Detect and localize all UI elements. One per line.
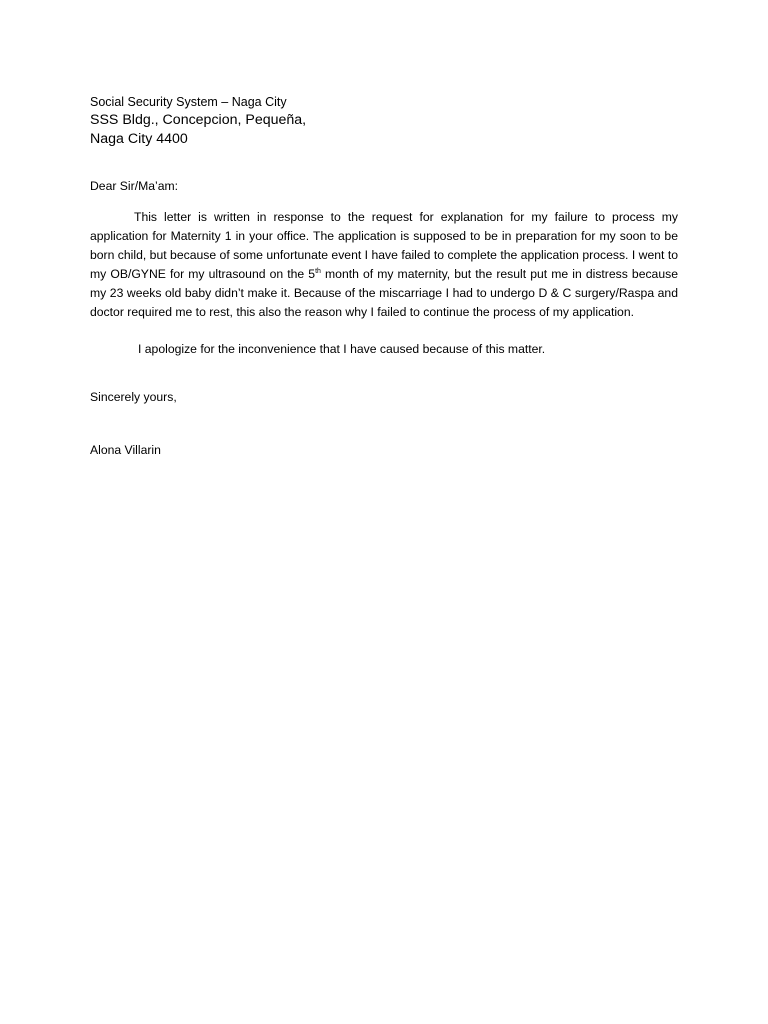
salutation: Dear Sir/Ma’am: [90, 179, 179, 193]
recipient-name: Social Security System – Naga City [90, 95, 287, 109]
ordinal-suffix: th [315, 267, 321, 275]
letter [90, 93, 678, 460]
body-paragraph-1 [90, 208, 678, 322]
body-paragraph-2: I apologize for the inconvenience that I have caused because of this matter. [138, 342, 546, 356]
paragraph-1-text-start: This letter is written in response to the request for explanation for my failure to process my application for Maternity 1 in your office. The application is supposed to be in preparation for my soon to be born child, but because of some unfortunate event I have failed to complete the application process. I went to my OB/GYNE for my ultrasound on the 5 [90, 210, 678, 281]
closing: Sincerely yours, [90, 390, 177, 404]
recipient-address-line-1: SSS Bldg., Concepcion, Pequeña, [90, 112, 307, 128]
paragraph-1-text-end: month of my maternity, but the result put me in distress because my 23 weeks old baby didn’t make it. Because of the miscarriage I had to undergo D & C surgery/Raspa and doctor required me to rest, this also the reason why I failed to continue the process of my application. [90, 267, 678, 319]
signature-name: Alona Villarin [90, 443, 161, 457]
recipient-address-line-2: Naga City 4400 [90, 131, 188, 147]
recipient-block [90, 93, 678, 149]
